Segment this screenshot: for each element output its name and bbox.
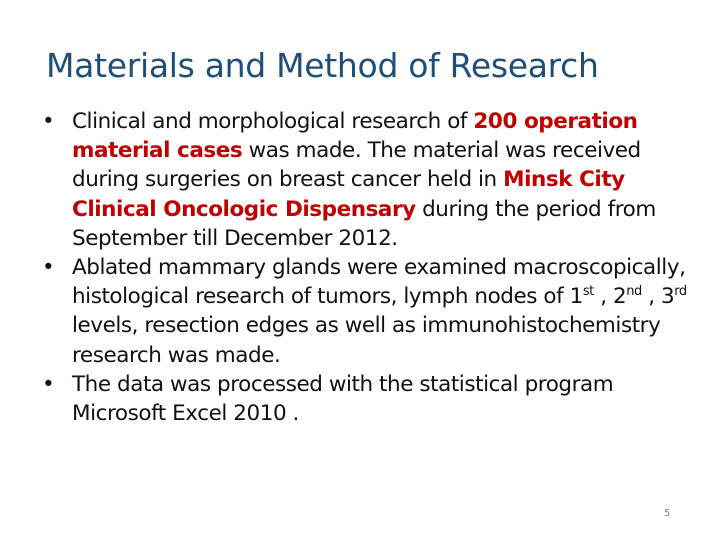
bullet-icon: •	[42, 371, 55, 397]
bullet-2-text-a: Ablated mammary glands were examined macroscopically, histological research of tumors, lymph nodes of 1	[72, 255, 686, 310]
bullet-item-1	[42, 107, 692, 253]
page-number: 5	[664, 508, 671, 519]
bullet-1-text-b: was made. The material was received during surgeries on breast cancer held in	[72, 138, 641, 193]
superscript-nd: nd	[626, 284, 642, 300]
bullet-1-text-c: during the period from September till December 2012.	[72, 196, 656, 251]
bullet-2-text-b: , 2	[593, 284, 627, 310]
superscript-st: st	[582, 284, 594, 300]
slide-title: Materials and Method of Research	[46, 46, 599, 85]
bullet-item-2	[42, 253, 692, 370]
superscript-rd: rd	[674, 284, 687, 300]
bullet-list	[42, 107, 692, 428]
bullet-1-highlight-dispensary: Minsk City Clinical Oncologic Dispensary	[72, 167, 625, 222]
bullet-1-highlight-cases: 200 operation material cases	[72, 109, 638, 164]
bullet-3-text: The data was processed with the statistical program Microsoft Excel 2010 .	[72, 371, 614, 427]
bullet-2-text-d: levels, resection edges as well as immunohistochemistry research was made.	[72, 313, 661, 368]
bullet-1-text-a: Clinical and morphological research of	[72, 109, 474, 134]
bullet-item-3	[42, 370, 692, 428]
bullet-icon: •	[42, 109, 55, 134]
bullet-2-text-c: , 3	[641, 284, 675, 310]
bullet-icon: •	[42, 255, 55, 281]
